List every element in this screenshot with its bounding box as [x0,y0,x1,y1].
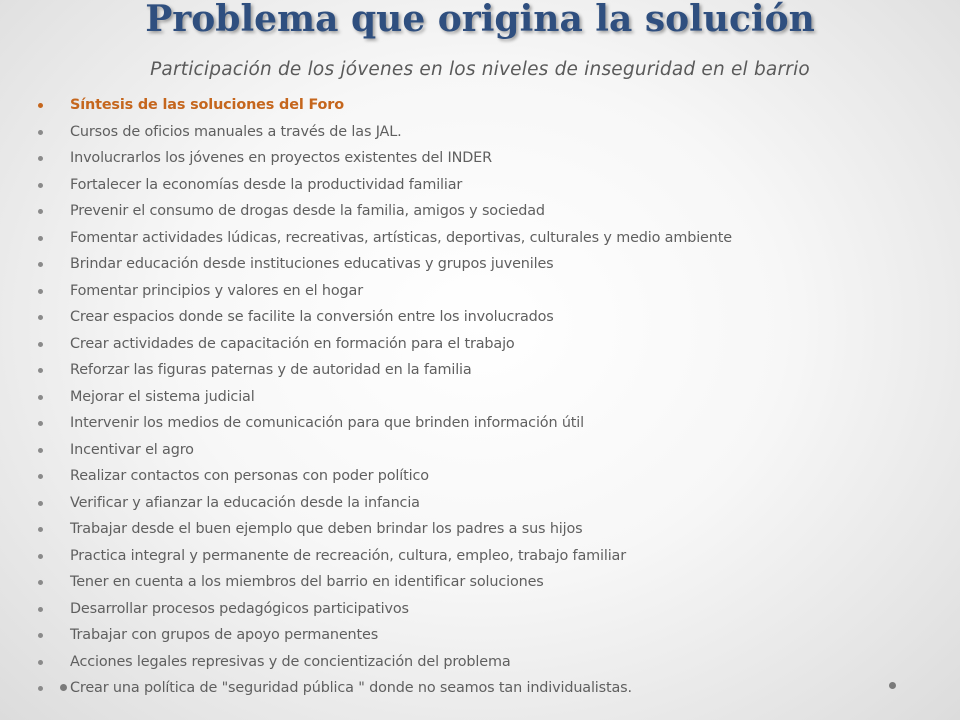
bullet-text: Tener en cuenta a los miembros del barrio en identificar soluciones [70,574,544,590]
bullet-text: Cursos de oficios manuales a través de las JAL. [70,123,402,140]
bullet-dot-icon [38,236,43,241]
bullet-item [38,675,953,702]
bullet-dot-icon [38,633,43,638]
bullet-text: Prevenir el consumo de drogas desde la familia, amigos y sociedad [70,203,545,219]
bullet-dot-icon [38,289,43,294]
bullet-dot-icon [38,156,43,161]
bullet-text: Incentivar el agro [70,441,194,458]
slide-subtitle: Participación de los jóvenes en los niveles de inseguridad en el barrio [150,59,810,80]
bullet-dot-icon [38,183,43,188]
bullet-text: Involucrarlos los jóvenes en proyectos existentes del INDER [70,150,492,166]
bullet-item [38,384,953,411]
bullet-dot-icon [38,103,43,108]
bullet-item [38,198,953,225]
bullet-text: Trabajar con grupos de apoyo permanentes [70,627,379,643]
bullet-text: Brindar educación desde instituciones educativas y grupos juveniles [70,256,554,272]
bullet-text: Fortalecer la economías desde la productividad familiar [70,176,463,193]
bullet-item [38,490,953,517]
decorative-dot-icon [889,682,896,689]
bullet-text: Crear actividades de capacitación en formación para el trabajo [70,335,515,352]
bullet-item [38,119,953,146]
bullet-dot-icon [38,527,43,532]
bullet-text: Fomentar actividades lúdicas, recreativas, artísticas, deportivas, culturales y medio ambiente [70,229,732,246]
bullet-item [38,437,953,464]
bullet-text: Practica integral y permanente de recreación, cultura, empleo, trabajo familiar [70,547,626,564]
bullet-item [38,225,953,252]
bullet-text: Desarrollar procesos pedagógicos participativos [70,600,409,617]
bullet-text: Mejorar el sistema judicial [70,388,255,405]
bullet-dot-icon [38,209,43,214]
bullet-text: Verificar y afianzar la educación desde la infancia [70,494,420,511]
bullet-item [38,622,953,649]
bullet-item [38,649,953,676]
bullet-dot-icon [38,315,43,320]
bullet-item [38,145,953,172]
bullet-item [38,251,953,278]
bullet-dot-icon [38,342,43,347]
bullet-heading [38,92,953,119]
bullet-heading-text: Síntesis de las soluciones del Foro [70,97,344,113]
bullet-item [38,304,953,331]
bullet-text: Crear una política de "seguridad pública " donde no seamos tan individualistas. [70,680,632,696]
bullet-text: Intervenir los medios de comunicación para que brinden información útil [70,415,584,431]
bullet-dot-icon [38,686,43,691]
bullet-item [38,357,953,384]
bullet-item [38,516,953,543]
bullet-text: Crear espacios donde se facilite la conversión entre los involucrados [70,309,554,325]
bullet-item [38,569,953,596]
bullet-text: Reforzar las figuras paternas y de autoridad en la familia [70,362,472,378]
bullet-dot-icon [38,448,43,453]
bullet-text: Acciones legales represivas y de concientización del problema [70,653,511,670]
bullet-dot-icon [38,130,43,135]
bullet-dot-icon [38,368,43,373]
bullet-item [38,463,953,490]
bullet-dot-icon [38,421,43,426]
decorative-dot-icon [60,684,67,691]
bullet-dot-icon [38,501,43,506]
bullet-dot-icon [38,262,43,267]
bullet-item [38,172,953,199]
bullet-item [38,543,953,570]
bullet-dot-icon [38,607,43,612]
bullet-dot-icon [38,580,43,585]
bullet-list [38,92,953,702]
bullet-text: Realizar contactos con personas con poder político [70,468,429,484]
slide-title: Problema que origina la solución [145,0,815,40]
bullet-dot-icon [38,395,43,400]
bullet-dot-icon [38,660,43,665]
bullet-dot-icon [38,554,43,559]
bullet-dot-icon [38,474,43,479]
bullet-item [38,410,953,437]
bullet-item [38,331,953,358]
bullet-text: Trabajar desde el buen ejemplo que deben brindar los padres a sus hijos [70,521,583,537]
bullet-item [38,596,953,623]
bullet-item [38,278,953,305]
bullet-text: Fomentar principios y valores en el hogar [70,282,363,299]
